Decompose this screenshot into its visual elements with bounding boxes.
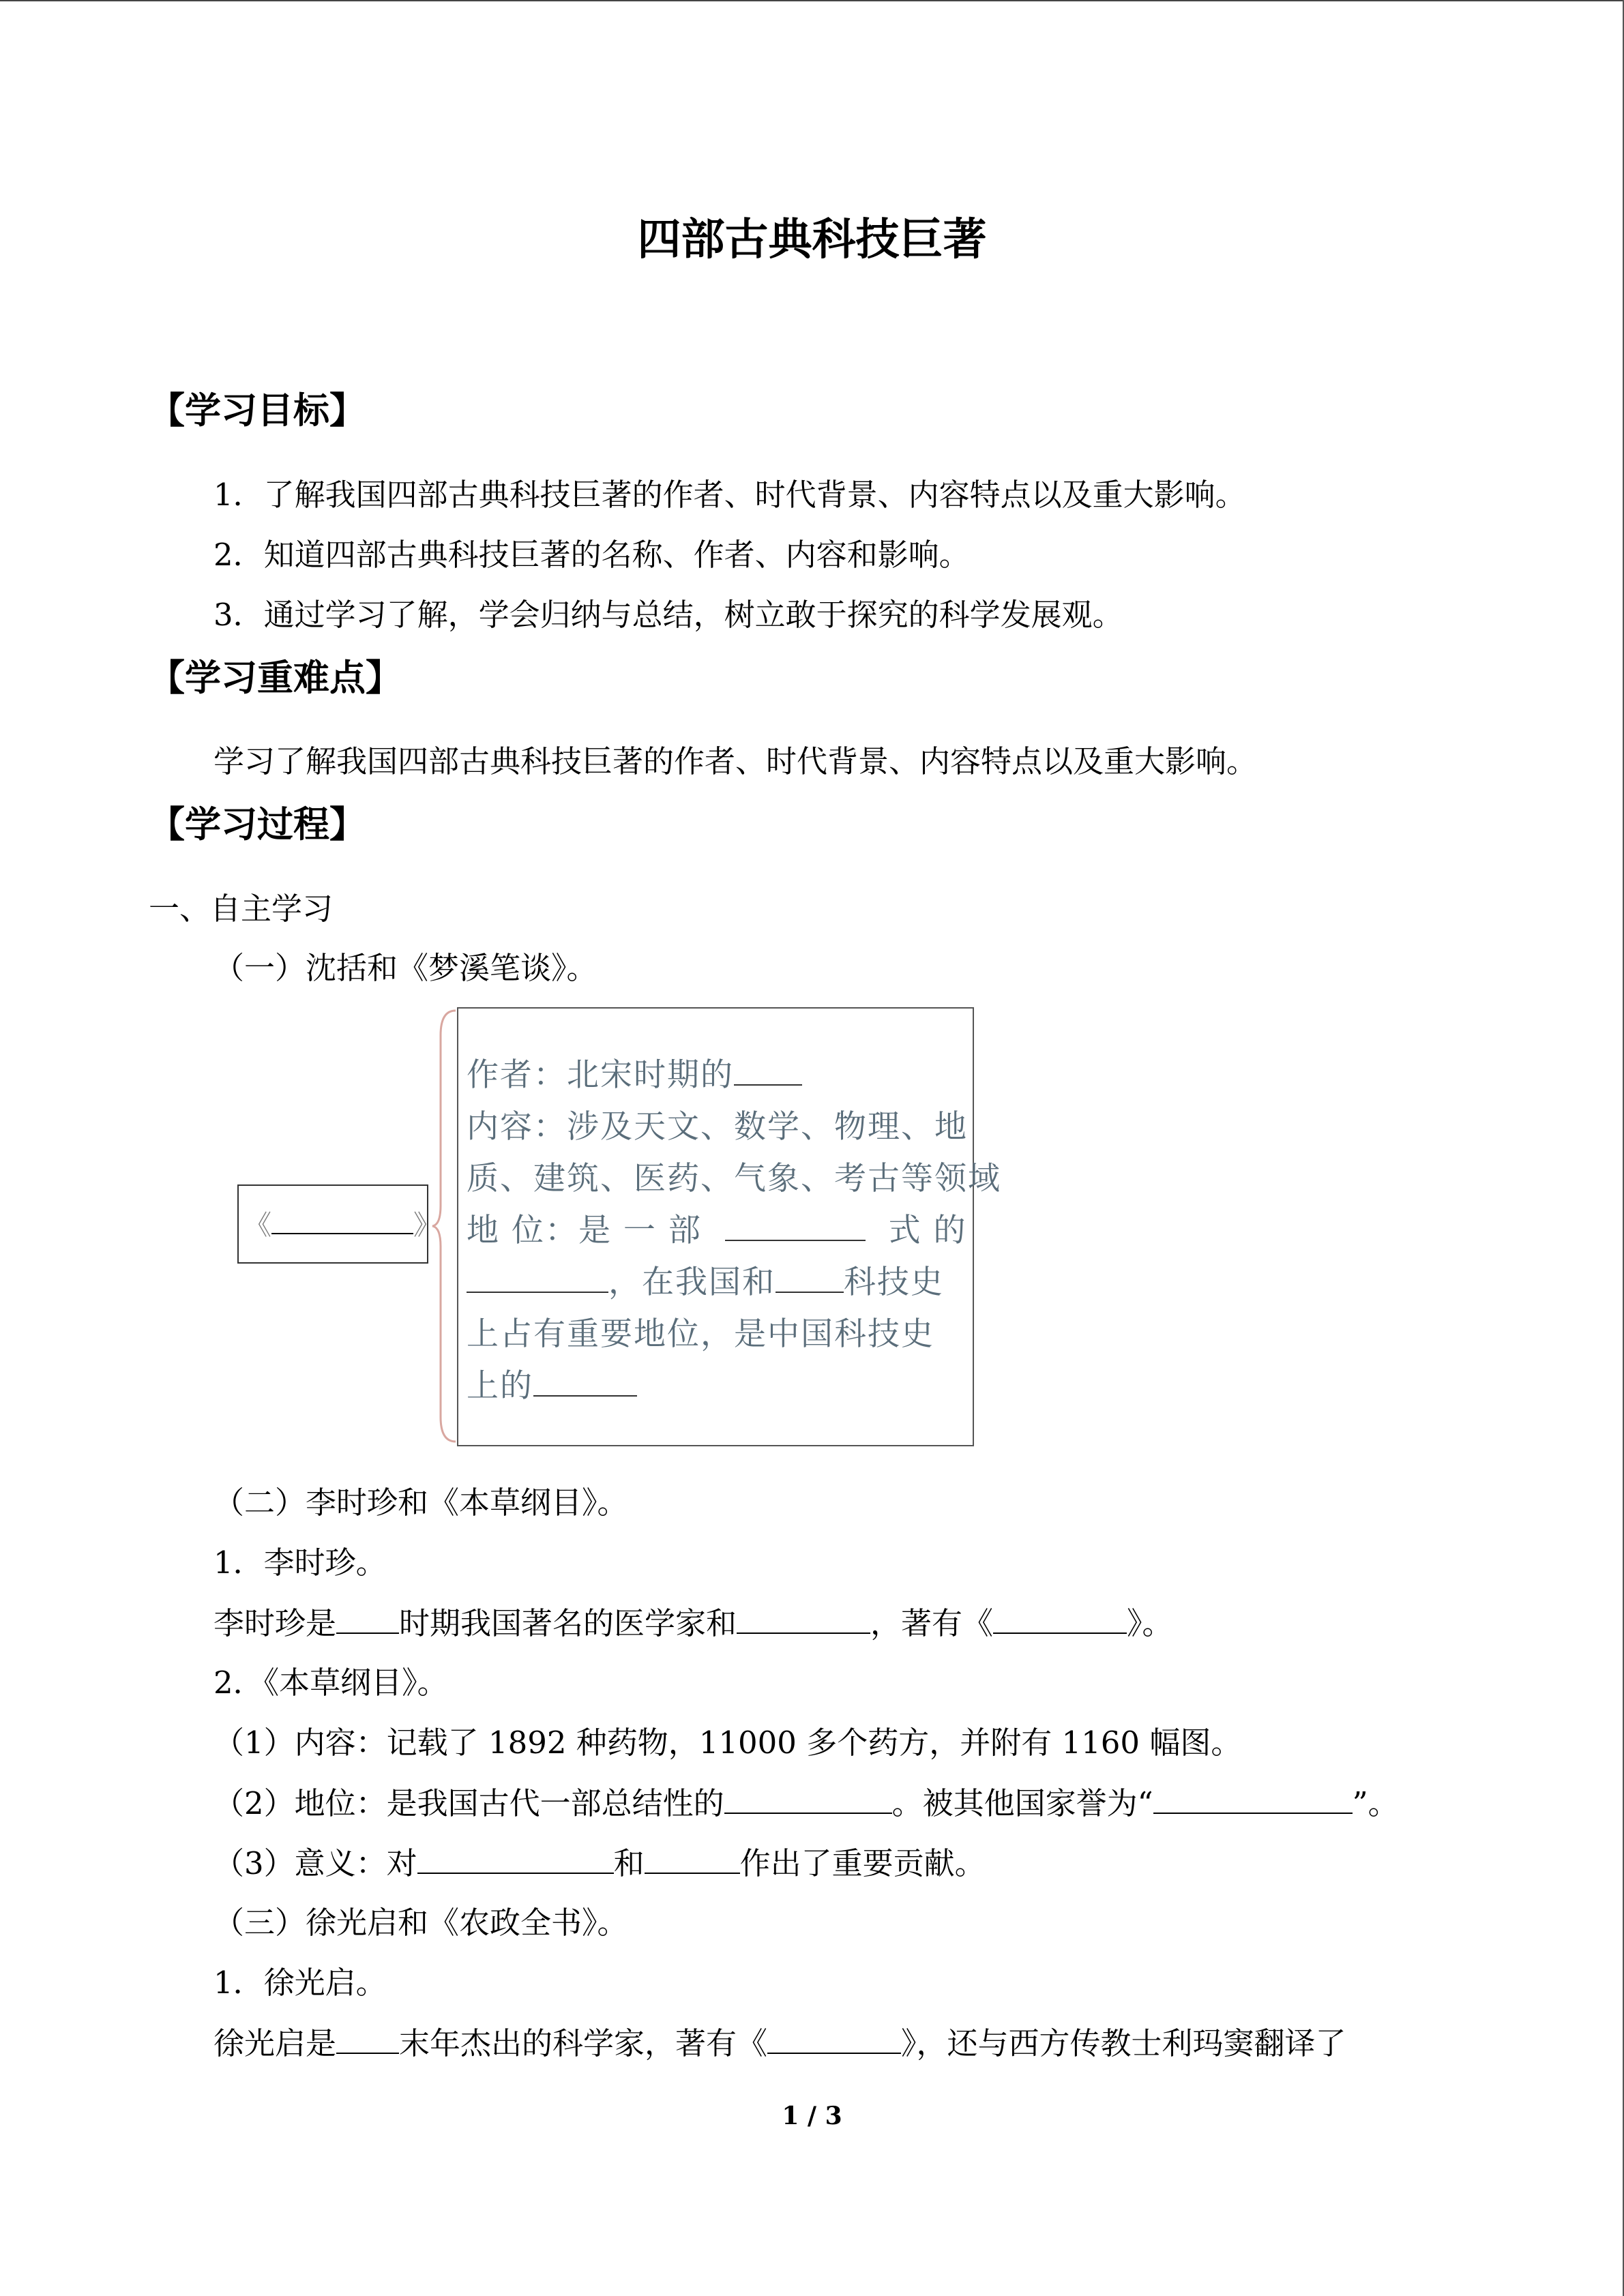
key-points-text: 学习了解我国四部古典科技巨著的作者、时代背景、内容特点以及重大影响。 <box>213 743 1258 779</box>
top-border <box>0 0 1624 1</box>
part3-xu-line: 徐光启是 末年杰出的科学家，著有《 》，还与西方传教士利玛窦翻译了 <box>213 2023 1346 2064</box>
book-blank[interactable] <box>993 1602 1127 1634</box>
diagram-content-line-1: 内容：涉及天文、数学、物理、地 <box>467 1108 968 1146</box>
section-self-study: 一、自主学习 <box>149 891 334 927</box>
diagram-author-line: 作者：北宋时期的 <box>467 1049 802 1095</box>
meaning-blank-2[interactable] <box>645 1843 740 1874</box>
part2-content: （1）内容：记载了 1892 种药物，11000 多个药方，并附有 1160 幅图。 <box>213 1725 1242 1761</box>
book-title-blank[interactable] <box>271 1206 413 1234</box>
diagram-content-line-2: 质、建筑、医药、气象、考古等领域 <box>467 1160 1001 1197</box>
diagram-status-line-2: ，在我国和 科技史 <box>467 1257 944 1302</box>
part1-heading: （一）沈括和《梦溪笔谈》。 <box>213 950 597 986</box>
part2-sub1: 1．李时珍。 <box>213 1545 387 1581</box>
diagram-status-line-4: 上的 <box>467 1360 637 1406</box>
objective-item-2: 2．知道四部古典科技巨著的名称、作者、内容和影响。 <box>213 537 970 573</box>
objective-item-3: 3．通过学习了解，学会归纳与总结，树立敢于探究的科学发展观。 <box>213 597 1123 633</box>
status-blank-4[interactable] <box>533 1368 637 1397</box>
part3-heading: （三）徐光启和《农政全书》。 <box>213 1905 628 1941</box>
part3-sub1: 1．徐光启。 <box>213 1965 387 2001</box>
profession-blank[interactable] <box>737 1602 870 1634</box>
page-number: 1 / 3 <box>782 2102 842 2130</box>
process-heading: 【学习过程】 <box>149 803 366 846</box>
status-blank-3[interactable] <box>776 1264 844 1293</box>
part2-heading: （二）李时珍和《本草纲目》。 <box>213 1485 628 1521</box>
book-info-box <box>457 1007 1001 1446</box>
status-blank-2[interactable] <box>467 1264 608 1293</box>
xu-book-blank[interactable] <box>767 2023 901 2054</box>
part2-meaning: （3）意义：对 和 作出了重要贡献。 <box>213 1843 986 1884</box>
curly-brace-icon <box>431 1008 458 1444</box>
part2-status: （2）地位：是我国古代一部总结性的 。被其他国家誉为“ ”。 <box>213 1783 1399 1824</box>
era-blank[interactable] <box>336 1602 399 1634</box>
part2-sub2: 2．《本草纲目》。 <box>213 1665 448 1701</box>
status-work-blank[interactable] <box>724 1783 892 1814</box>
author-blank[interactable] <box>734 1057 802 1086</box>
objectives-heading: 【学习目标】 <box>149 389 366 432</box>
diagram-status-line-3: 上占有重要地位，是中国科技史 <box>467 1315 934 1353</box>
honor-blank[interactable] <box>1153 1783 1353 1814</box>
book-title-box: 《 》 <box>237 1184 428 1264</box>
page-title: 四部古典科技巨著 <box>637 214 987 265</box>
meaning-blank-1[interactable] <box>417 1843 614 1874</box>
xu-era-blank[interactable] <box>336 2023 399 2054</box>
objective-item-1: 1．了解我国四部古典科技巨著的作者、时代背景、内容特点以及重大影响。 <box>213 477 1246 513</box>
part2-li-line: 李时珍是 时期我国著名的医学家和 ，著有《 》。 <box>213 1602 1173 1644</box>
diagram-status-line-1: 地 位：是 一 部 式 的 <box>467 1212 967 1249</box>
key-points-heading: 【学习重难点】 <box>149 657 402 699</box>
status-blank-1[interactable] <box>725 1212 866 1241</box>
